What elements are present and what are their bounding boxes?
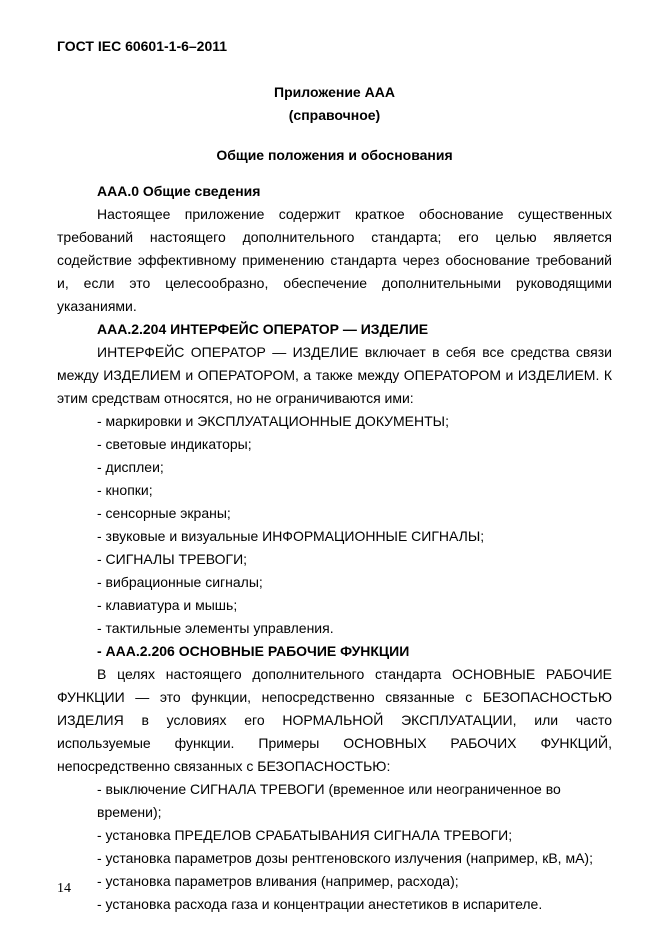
list-item: - световые индикаторы;	[97, 436, 252, 452]
standard-designation-header: ГОСТ IEC 60601-1-6–2011	[57, 38, 228, 54]
appendix-type-label: (справочное)	[288, 107, 381, 123]
list-item: - выключение СИГНАЛА ТРЕВОГИ (временное или неограниченное во времени);	[97, 781, 561, 820]
list-item: - маркировки и ЭКСПЛУАТАЦИОННЫЕ ДОКУМЕНТЫ;	[97, 413, 449, 429]
page-number: 14	[57, 881, 71, 896]
list-item: - звуковые и визуальные ИНФОРМАЦИОННЫЕ СИГНАЛЫ;	[97, 528, 485, 544]
section-heading-aaa2204: ААА.2.204 ИНТЕРФЕЙС ОПЕРАТОР — ИЗДЕЛИЕ	[97, 321, 429, 337]
list-item: - тактильные элементы управления.	[97, 620, 334, 636]
appendix-title: Приложение ААА	[274, 84, 395, 100]
list-item: - установка расхода газа и концентрации анестетиков в испарителе.	[97, 896, 543, 912]
list-item: - дисплеи;	[97, 459, 164, 475]
list-item: - вибрационные сигналы;	[97, 574, 263, 590]
section-heading-aaa2206: - ААА.2.206 ОСНОВНЫЕ РАБОЧИЕ ФУНКЦИИ	[97, 643, 410, 659]
section-heading-aaa0: ААА.0 Общие сведения	[97, 183, 261, 199]
list-item: - СИГНАЛЫ ТРЕВОГИ;	[97, 551, 248, 567]
paragraph-general: Настоящее приложение содержит краткое обоснование существенных требований настоящего дополнительного стандарта; его целью является содействие эффективному применению стандарта через обоснование требований и, если это целесообразно, обеспечение дополнительными руководящими указаниями.	[57, 206, 612, 314]
appendix-subject-title: Общие положения и обоснования	[216, 147, 453, 163]
paragraph-primary-functions: В целях настоящего дополнительного стандарта ОСНОВНЫЕ РАБОЧИЕ ФУНКЦИИ — это функции, непосредственно связанные с БЕЗОПАСНОСТЬЮ ИЗДЕЛИЯ в условиях его НОРМАЛЬНОЙ ЭКСПЛУАТАЦИИ, или часто используемые функции. Примеры ОСНОВНЫХ РАБОЧИХ ФУНКЦИЙ, непосредственно связанных с БЕЗОПАСНОСТЬЮ:	[57, 666, 612, 774]
list-item: - установка параметров дозы рентгеновского излучения (например, кВ, мА);	[97, 850, 593, 866]
list-item: - кнопки;	[97, 482, 153, 498]
list-item: - сенсорные экраны;	[97, 505, 231, 521]
paragraph-interface: ИНТЕРФЕЙС ОПЕРАТОР — ИЗДЕЛИЕ включает в себя все средства связи между ИЗДЕЛИЕМ и ОПЕРАТОРОМ, а также между ОПЕРАТОРОМ и ИЗДЕЛИЕМ. К этим средствам относятся, но не ограничиваются ими:	[57, 344, 612, 406]
list-item: - установка параметров вливания (например, расхода);	[97, 873, 459, 889]
list-item: - установка ПРЕДЕЛОВ СРАБАТЫВАНИЯ СИГНАЛА ТРЕВОГИ;	[97, 827, 513, 843]
list-item: - клавиатура и мышь;	[97, 597, 238, 613]
